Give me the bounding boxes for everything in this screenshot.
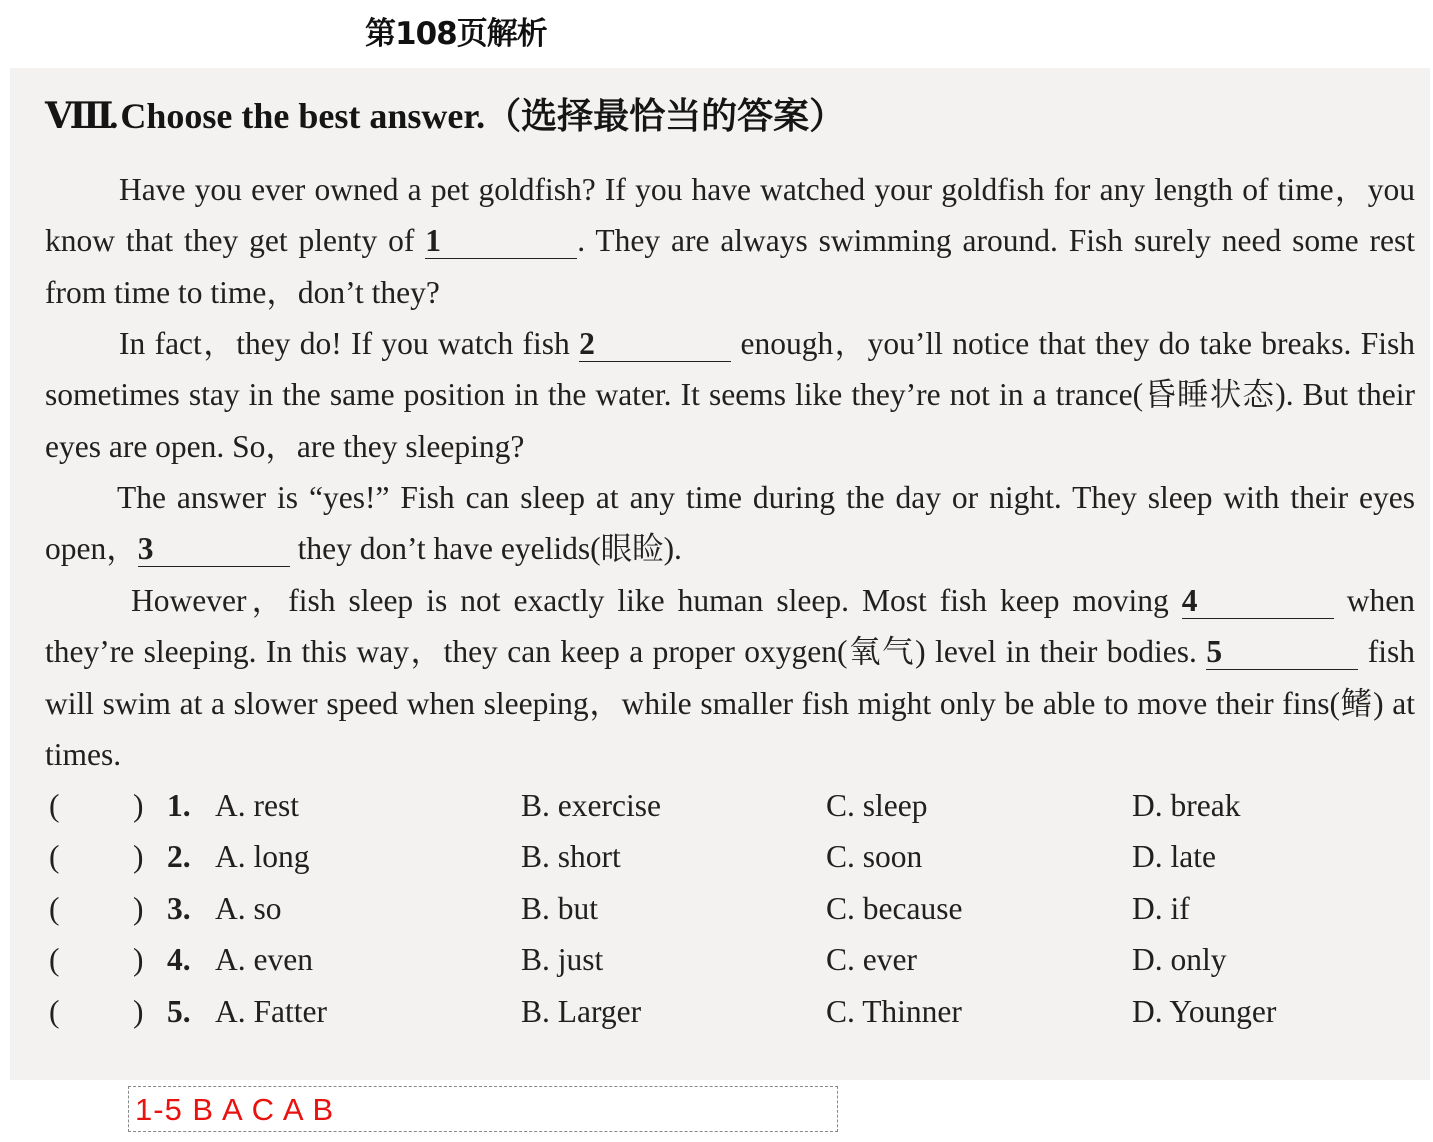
option-d: D. if: [1132, 890, 1190, 926]
paragraph-text: Have you ever owned a pet goldfish? If you have watched your goldfish for any length of time，you know that they get plenty of: [45, 172, 1415, 259]
option-d: D. late: [1132, 839, 1216, 875]
question-number: 1.: [167, 788, 191, 823]
answer-options: [45, 780, 1425, 1037]
paragraph-text: fish will swim at a slower speed when sleeping，while smaller fish might only be able to move their fins(鳍) at times.: [45, 634, 1416, 772]
blank-4: 4: [1182, 584, 1334, 619]
passage-paragraph-3: [45, 472, 1415, 575]
answer-bracket-close: ): [133, 942, 144, 978]
option-b: B. just: [521, 942, 604, 978]
question-number: 5.: [167, 993, 191, 1029]
paragraph-text: they don’t have eyelids(眼睑).: [289, 531, 682, 567]
paragraph-text: when they’re sleeping. In this way，they can keep a proper oxygen(氧气) level in their bodies.: [45, 583, 1416, 670]
option-a: A. long: [215, 839, 310, 875]
answer-key-text: 1-5 B A C A B: [135, 1092, 335, 1127]
option-d: D. Younger: [1132, 993, 1277, 1029]
answer-bracket-open: (: [49, 839, 60, 875]
answer-bracket-close: ): [133, 993, 144, 1029]
blank-5: 5: [1206, 635, 1358, 670]
paragraph-text: The answer is “yes!” Fish can sleep at any time during the day or night. They sleep with their eyes open，: [45, 480, 1415, 567]
option-c: C. sleep: [826, 788, 928, 823]
paragraph-text: However，fish sleep is not exactly like human sleep. Most fish keep moving: [131, 583, 1182, 618]
question-number: 2.: [167, 839, 191, 875]
answer-bracket-open: (: [49, 993, 60, 1029]
option-b: B. exercise: [521, 788, 661, 823]
question-number: 3.: [167, 890, 191, 926]
question-row: [45, 883, 1425, 934]
option-b: B. but: [521, 890, 599, 926]
option-d: D. only: [1132, 942, 1227, 978]
page-title: 第108页解析: [365, 16, 547, 52]
question-number: 4.: [167, 942, 191, 978]
question-row: [45, 831, 1425, 882]
blank-1: 1: [425, 224, 577, 259]
option-c: C. soon: [826, 839, 923, 875]
passage-paragraph-4: [45, 575, 1415, 780]
option-c: C. ever: [826, 942, 917, 978]
answer-bracket-open: (: [49, 890, 60, 926]
paragraph-text: . They are always swimming around. Fish surely need some rest from time to time，don’t they?: [45, 223, 1415, 310]
section-heading: [45, 88, 845, 139]
option-a: A. rest: [215, 788, 299, 823]
option-c: C. Thinner: [826, 993, 962, 1029]
question-row: [45, 780, 1425, 831]
answer-bracket-close: ): [133, 788, 144, 823]
paragraph-text: In fact，they do! If you watch fish: [119, 326, 580, 361]
blank-2: 2: [579, 327, 731, 362]
option-a: A. so: [215, 890, 282, 926]
option-b: B. Larger: [521, 993, 642, 1029]
answer-bracket-close: ): [133, 890, 144, 926]
blank-3: 3: [138, 532, 290, 567]
option-a: A. even: [215, 942, 313, 978]
question-row: [45, 934, 1425, 985]
question-row: [45, 986, 1425, 1037]
option-c: C. because: [826, 890, 963, 926]
passage-paragraph-1: [45, 164, 1415, 318]
option-d: D. break: [1132, 788, 1241, 823]
section-number: Ⅷ.: [45, 96, 115, 136]
passage-paragraph-2: [45, 318, 1415, 472]
option-b: B. short: [521, 839, 621, 875]
paragraph-text: enough，you’ll notice that they do take breaks. Fish sometimes stay in the same position in the water. It seems like they’re not in a trance(昏睡状态). But their eyes are open. So，are they sleeping?: [45, 326, 1415, 464]
answer-bracket-close: ): [133, 839, 144, 875]
answer-key-box: [128, 1086, 838, 1132]
option-a: A. Fatter: [215, 993, 327, 1029]
answer-bracket-open: (: [49, 788, 60, 823]
section-instruction: Choose the best answer.（选择最恰当的答案）: [120, 96, 846, 136]
answer-bracket-open: (: [49, 942, 60, 978]
